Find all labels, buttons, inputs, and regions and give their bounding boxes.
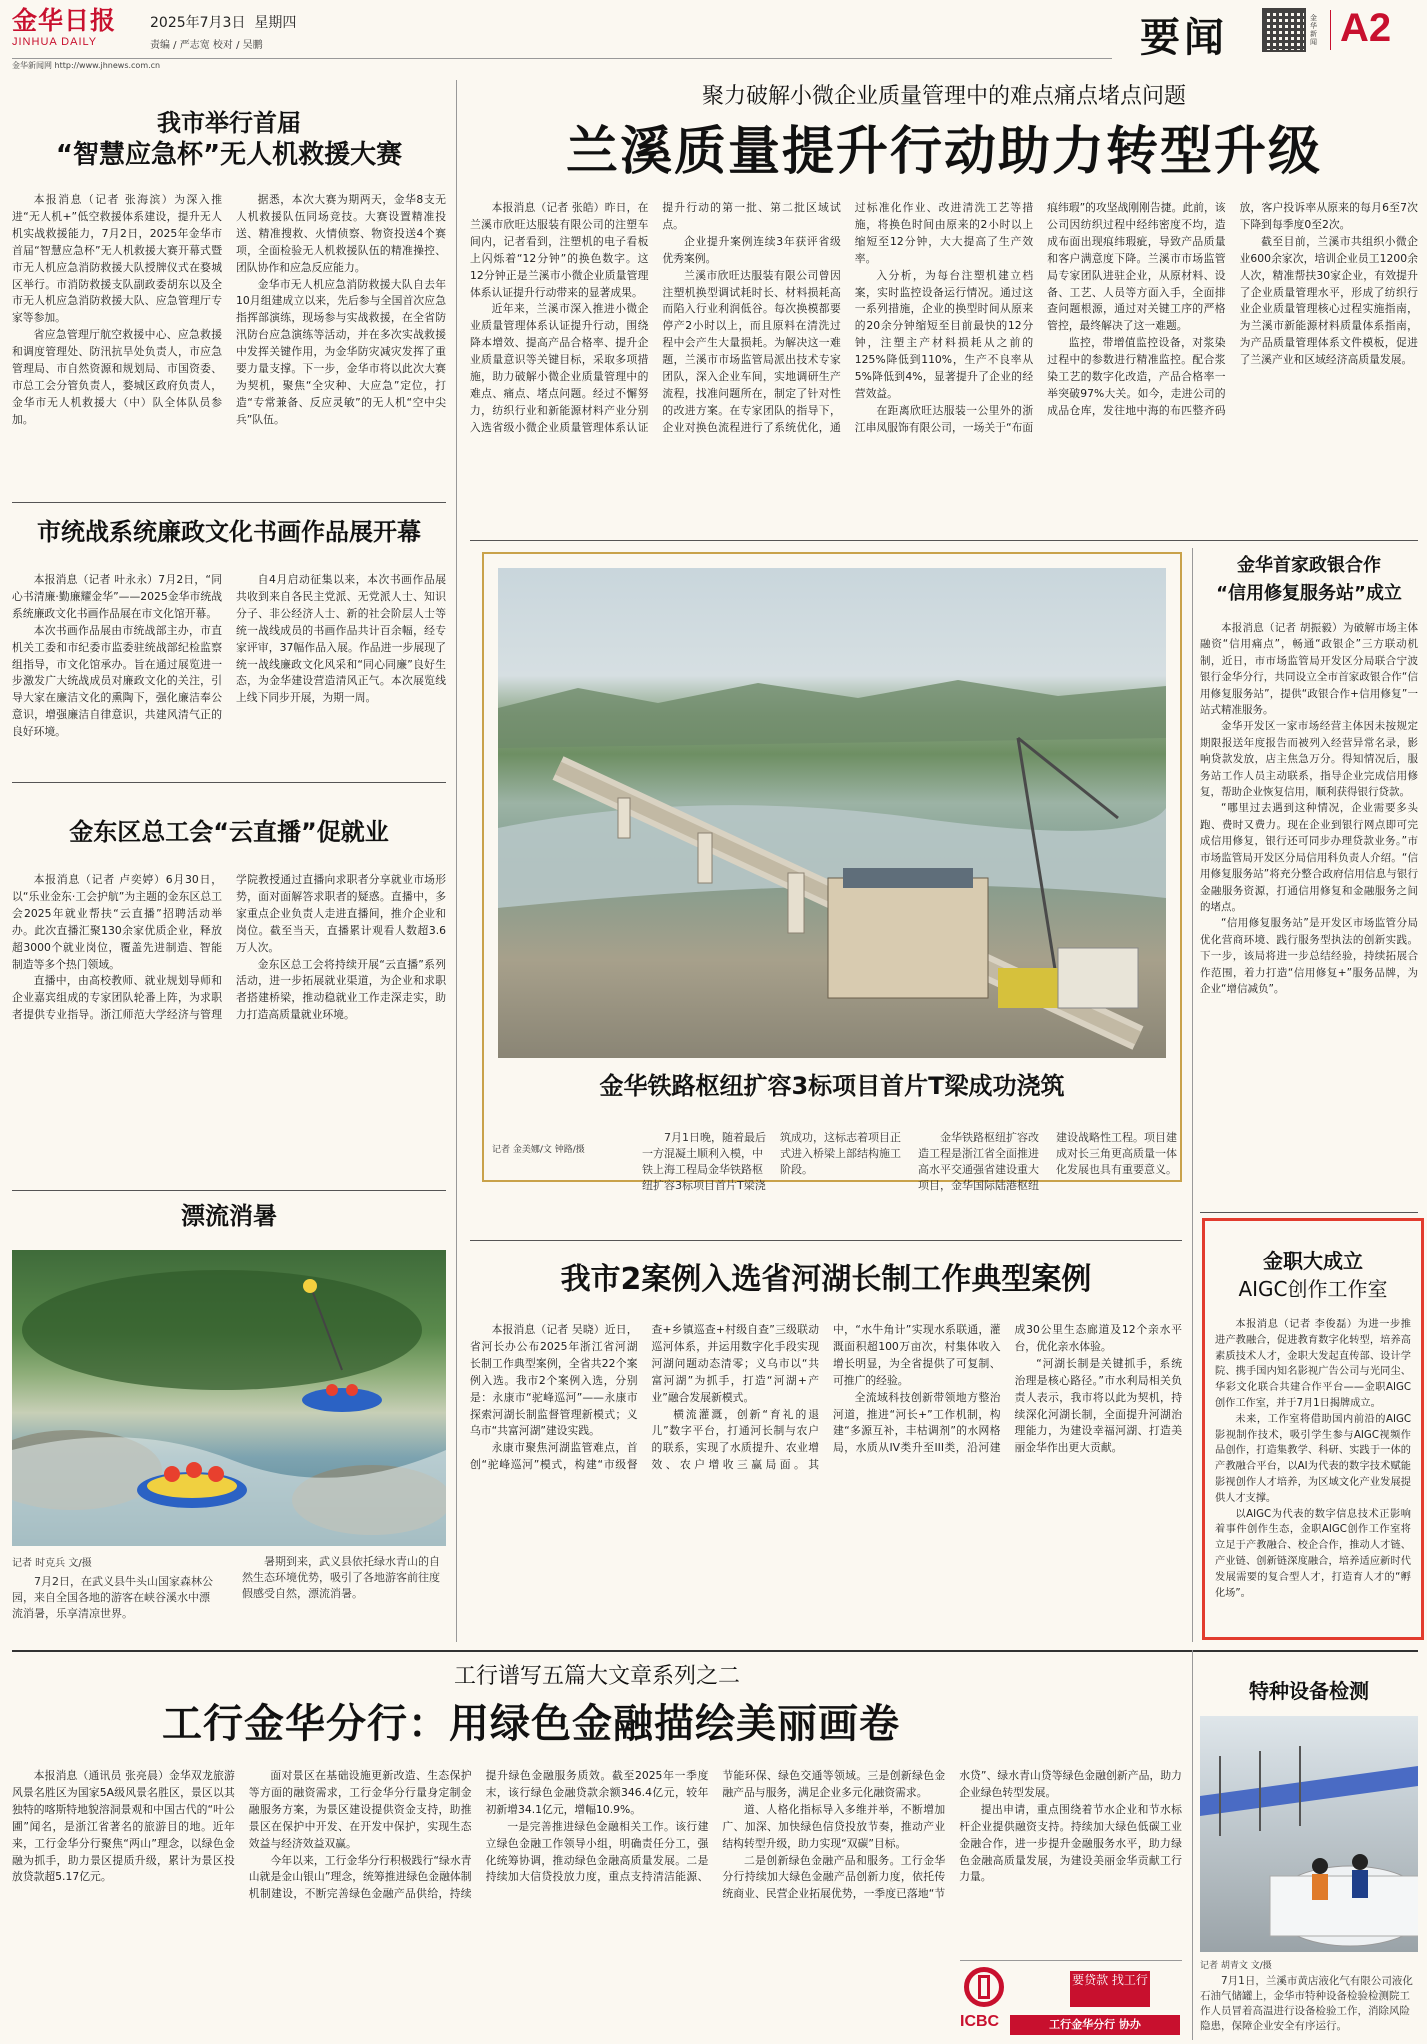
paragraph: 本报消息（记者 张海滨）为深入推进“无人机+”低空救援体系建设，提升无人机实战救援能力，7月2日，2025年金华市首届“智慧应急杯”无人机救援大赛开幕式暨市无人机应急消防救援大队授牌仪式在婺城区举行。市消防救援支队副政委胡东以及全市无人机应急消防救援大队、应急管理厅专家等参加。 bbox=[12, 193, 222, 325]
special-equipment-credit: 记者 胡青文 文/摄 bbox=[1200, 1961, 1272, 1971]
union-title: 金东区总工会“云直播”促就业 bbox=[69, 818, 389, 846]
rafting-title: 漂流消暑 bbox=[181, 1202, 277, 1230]
paragraph: 直播中，由高校教师、就业规划导师和企业嘉宾组成的专家团队轮番上阵，为求职者提供专业指导。浙江师范大学经济与管理学院教授通过直播向求职者分享就业市场形势，面对面解答求职者的疑惑。直播中，多家重点企业负责人走进直播间，推介企业和岗位。截至当天，直播累计观看人数超3.6万人次。 bbox=[12, 873, 446, 1022]
railway-feature bbox=[482, 552, 1182, 1182]
rafting-illustration bbox=[12, 1250, 446, 1546]
paragraph: 今年以来，工行金华分行积极践行“绿水青山就是金山银山”理念，统筹推进绿色金融体制机制建设，不断完善绿色金融产品供给，持续提升绿色金融服务质效。截至2025年一季度末，该行绿色金融贷款余额346.4亿元，较年初新增34.1亿元，增幅10.9%。 bbox=[248, 1769, 709, 1901]
credit-repair-title-line2: “信用修复服务站”成立 bbox=[1216, 583, 1402, 604]
paragraph: 金东区总工会将持续开展“云直播”系列活动，进一步拓展就业渠道，为企业和求职者搭建桥梁，推动稳就业工作走深走实，助力打造高质量就业环境。 bbox=[236, 957, 446, 1022]
lead-body bbox=[470, 200, 1418, 532]
staff-line: 责编 / 严志宽 校对 / 吴鹏 bbox=[150, 40, 263, 51]
paragraph: “哪里过去遇到这种情况，企业需要多头跑、费时又费力。现在企业到银行网点即可完成信用修复，银行还可同步办理贷款业务。”市市场监管局开发区分局信用科负责人介绍。“信用修复服务站”将充分整合政府信用信息与银行金融服务资源，打通信用修复和金融服务之间的堵点。 bbox=[1200, 802, 1418, 913]
paragraph: 7月1日晚，随着最后一方混凝土顺利入模，中铁上海工程局金华铁路枢纽扩容3标项目首片T梁浇筑成功，这标志着项目正式进入桥梁上部结构施工阶段。 bbox=[642, 1131, 901, 1192]
rafting-credit: 记者 时克兵 文/摄 bbox=[12, 1558, 92, 1569]
qr-label: 金华新闻 bbox=[1310, 14, 1317, 46]
paragraph: 金华开发区一家市场经营主体因未按规定期限报送年度报告而被列入经营异常名录，影响贷款发放，店主焦急万分。得知情况后，服务站工作人员主动联系，指导企业完成信用修复，帮助企业恢复信用，顺利获得银行贷款。 bbox=[1200, 720, 1418, 799]
icbc-title: 工行金华分行：用绿色金融描绘美丽画卷 bbox=[162, 1701, 900, 1747]
rafting-feature bbox=[12, 1198, 446, 1638]
united-front-title: 市统战系统廉政文化书画作品展开幕 bbox=[37, 518, 421, 546]
rafting-caption-right: 暑期到来，武义县依托绿水青山的自然生态环境优势，吸引了各地游客前往度假感受自然，漂流消暑。 bbox=[242, 1555, 440, 1600]
railway-photo bbox=[498, 568, 1166, 1058]
special-equipment-feature bbox=[1200, 1660, 1418, 2040]
icbc-logo-text: ICBC bbox=[960, 2013, 1000, 2030]
union-body bbox=[12, 872, 446, 1172]
paragraph: 横流灌溉，创新“育礼的退儿”数字平台，打通河长制与农户的联系，实现了水质提升、农业增效、农户增收三赢局面。其中，“水牛角计”实现水系联通，灌溉面积超100万亩次，村集体收入增长明显，为全省提供了可复制、可推广的经验。 bbox=[651, 1323, 1001, 1472]
railway-illustration bbox=[498, 568, 1166, 1058]
weekday: 星期四 bbox=[254, 15, 297, 31]
paragraph: “信用修复服务站”是开发区市场监管分局优化营商环境、践行服务型执法的创新实践。下一步，该局将进一步总结经验，持续拓展合作范围，着力打造“信用修复+”服务品牌，为企业“增信减负”。 bbox=[1200, 917, 1418, 995]
paragraph: 面对景区在基础设施更新改造、生态保护等方面的融资需求，工行金华分行量身定制金融服务方案，为景区建设提供资金支持，助推景区在保护中开发、在开发中保护，实现生态效益与经济效益双赢。 bbox=[248, 1769, 472, 1850]
drone-body bbox=[12, 192, 446, 492]
special-equipment-title: 特种设备检测 bbox=[1249, 1679, 1369, 1703]
lead-article bbox=[470, 80, 1418, 540]
drone-title-line2: “智慧应急杯”无人机救援大赛 bbox=[55, 140, 403, 170]
icbc-kicker: 工行谱写五篇大文章系列之二 bbox=[453, 1664, 740, 1689]
tank-illustration bbox=[1200, 1716, 1418, 1952]
paragraph: 以AIGC为代表的数字信息技术正影响着事件创作生态，金职AIGC创作工作室将立足于产教融合、校企合作，推动人才链、产业链、创新链深度融合，培养适应新时代发展需要的复合型人才，打造育人才的“孵化场”。 bbox=[1215, 1508, 1411, 1599]
paragraph: 金华铁路枢纽扩容改造工程是浙江省全面推进高水平交通强省建设重大项目，金华国际陆港枢纽建设战略性工程。项目建成对长三角更高质量一体化发展也具有重要意义。 bbox=[918, 1131, 1177, 1192]
united-front-body bbox=[12, 572, 446, 772]
paragraph: 本次书画作品展由市统战部主办，市直机关工委和市纪委市监委驻统战部纪检监察组指导，市文化馆承办。旨在通过展览进一步激发广大统战成员对廉政文化的关注，引导大家在廉洁文化的熏陶下，强化廉洁奉公意识，增强廉洁自律意识，共建风清气正的良好环境。 bbox=[12, 623, 222, 739]
aigc-title-line1: 金职大成立 bbox=[1263, 1249, 1363, 1273]
logo-english: JINHUA DAILY bbox=[12, 36, 98, 48]
special-equipment-caption: 7月1日，兰溪市黄店液化气有限公司液化石油气储罐上，金华市特种设备检验检测院工作人员冒着高温进行设备检验工作，消除风险隐患，保障企业安全有序运行。 bbox=[1200, 1975, 1413, 2032]
rivers-article bbox=[470, 1256, 1182, 1642]
lead-title: 兰溪质量提升行动助力转型升级 bbox=[565, 122, 1322, 182]
paragraph: 截至目前，兰溪市共组织小微企业600余家次，培训企业员工1200余人次，精准帮扶30家企业，有效提升了企业质量管理水平，形成了纺织行业企业质量管理核心过程实施指南，为兰溪市新能源材料质量体系指南，为产品质量管理体系文件模板，促进了兰溪产业和区域经济高质量发展。 bbox=[1239, 234, 1418, 367]
paragraph: 监控，带增值监控设备，对浆染过程中的参数进行精准监控。配合浆染工艺的数字化改造，产品合格率一举突破97%大关。如今，走进公司的成品仓库，发往地中海的布匹整齐码放，客户投诉率从原来的每月6至7次下降到每季度0至2次。 bbox=[1047, 201, 1418, 417]
page-number: A2 bbox=[1340, 6, 1392, 50]
icbc-ad-label: 工行金华分行 协办 bbox=[1010, 2015, 1180, 2035]
paragraph: 兰溪市欣旺达服装有限公司曾因注塑机换型调试耗时长、材料损耗高而陷入行业利润低谷。每次换模都要停产2小时以上，而且原料在清洗过程中会产生大量损耗。为解决这一难题，兰溪市市场监管局派出技术专家团队，深入企业车间，实地调研生产流程，找准问题所在，制定了针对性的改进方案。在专家团队的指导下，企业对换色流程进行了系统优化，通过标准化作业、改进清洗工艺等措施，将换色时间由原来的2小时以上缩短至12分钟，大大提高了生产效率。 bbox=[662, 201, 1034, 434]
aigc-article[interactable] bbox=[1202, 1218, 1424, 1640]
paragraph: 入分析，为每台注塑机建立档案，实时监控设备运行情况。通过这一系列措施，企业的换型时间从原来的20余分钟缩短至目前最快的12分钟，注塑主产材料损耗从之前的125%降低到110%，生产不良率从5%降低到4%，显著提升了企业的经营效益。 bbox=[854, 268, 1034, 400]
date: 2025年7月3日 bbox=[150, 15, 246, 31]
paragraph: “河湖长制是关键抓手，系统治理是核心路径。”市水利局相关负责人表示，我市将以此为契机，持续深化河湖长制，全面提升河湖治理能力，为建设幸福河湖、打造美丽金华作出更大贡献。 bbox=[1014, 1356, 1182, 1455]
railway-caption bbox=[482, 1130, 1182, 1208]
section-title: 要闻 bbox=[1140, 15, 1228, 61]
paragraph: 自4月启动征集以来，本次书画作品展共收到来自各民主党派、无党派人士、知识分子、非公经济人士、新的社会阶层人士等统一战线成员的书画作品共计百余幅，经专家评审，37幅作品入展。作品进一步展现了统一战线廉政文化风采和“同心同廉”良好生态，为金华建设营造清风正气。本次展览线上线下同步开展，为期一周。 bbox=[236, 573, 446, 705]
credit-repair-body bbox=[1200, 620, 1418, 1204]
aigc-title-line2: AIGC创作工作室 bbox=[1238, 1277, 1388, 1301]
aigc-body bbox=[1215, 1317, 1411, 1627]
paragraph: 在距离欣旺达服装一公里外的浙江串凤服饰有限公司，一场关于“布面痕纬瑕”的攻坚战刚刚告捷。此前，该公司因纺织过程中经纬密度不均，造成布面出现痕纬瑕疵，导致产品质量和客户满意度下降。兰溪市市场监管局专家团队进驻企业，从原材料、设备、工艺、人员等方面入手，全面排查问题根源，通过对关键工序的严格管控，最终解决了这一难题。 bbox=[854, 201, 1226, 434]
paragraph: 道、人格化指标导入多维并举，不断增加广、加深、加快绿色信贷投放节奏，推动产业结构转型升级，助力实现“双碳”目标。 bbox=[722, 1802, 946, 1850]
paragraph: 未来，工作室将借助国内前沿的AIGC影视制作技术，吸引学生参与AIGC视频作品创作，打造集教学、科研、实践于一体的产教融合平台，以AI为代表的数字技术赋能影视创作人才培养，为区域文化产业发展提供人才支撑。 bbox=[1215, 1413, 1411, 1504]
paragraph: 本报消息（通讯员 张亮晨）金华双龙旅游风景名胜区为国家5A级风景名胜区，景区以其独特的喀斯特地貌溶洞景观和中国古代的“叶公圃”闻名，是浙江省著名的旅游目的地。近年来，工行金华分行聚焦“两山”理念，以绿色金融为抓手，助力景区提质升级，累计为景区投放贷款超5.17亿元。 bbox=[12, 1769, 235, 1884]
drone-article bbox=[12, 80, 446, 500]
railway-title: 金华铁路枢纽扩容3标项目首片T梁成功浇筑 bbox=[599, 1072, 1065, 1100]
logo-text: 金华日报 bbox=[12, 6, 117, 35]
icbc-ad[interactable] bbox=[960, 1960, 1182, 2038]
website-bar: 金华新闻网 http://www.jhnews.com.cn bbox=[12, 58, 1112, 72]
lead-kicker: 聚力破解小微企业质量管理中的难点痛点堵点问题 bbox=[701, 84, 1186, 109]
paragraph: 本报消息（记者 胡振毅）为破解市场主体融资“信用痛点”，畅通“政银企”三方联动机制，近日，市市场监管局开发区分局联合宁波银行金华分行，共同设立全市首家政银合作“信用修复服务站”，提供“政银合作+信用修复”一站式精准服务。 bbox=[1200, 622, 1418, 717]
union-article bbox=[12, 790, 446, 1190]
paragraph: 本报消息（记者 吴晓）近日，省河长办公布2025年浙江省河湖长制工作典型案例，全省共22个案例入选。我市2个案例入选，分别是：永康市“驼峰巡河”——永康市探索河湖长制监督管理新模式；义乌市“共富河湖”建设实践。 bbox=[470, 1323, 638, 1438]
paragraph: 永康市聚焦河湖监管难点，首创“驼峰巡河”模式，构建“市级督查+乡镇巡查+村级自查”三级联动巡河体系，并运用数字化手段实现河湖问题动态清零；义乌市以“共富河湖”为抓手，打造“河湖+产业”融合发展新模式。 bbox=[470, 1323, 819, 1472]
paragraph: 全流域科技创新带领地方整治河道，推进“河长+”工作机制，构建“多源互补，丰枯调剂”的水网格局，水质从IV类升至III类，沿河建成30公里生态廊道及12个亲水平台，优化亲水体验。 bbox=[833, 1323, 1182, 1455]
paragraph: 二是创新绿色金融产品和服务。工行金华分行持续加大绿色金融产品创新力度，依托传统商业、民营企业拓展优势，一季度已落地“节水贷”、绿水青山贷等绿色金融创新产品，助力企业绿色转型发展。 bbox=[722, 1769, 1182, 1901]
paragraph: 本报消息（记者 叶永永）7月2日，“同心书清廉·勤廉耀金华”——2025金华市统战系统廉政文化书画作品展在市文化馆开幕。 bbox=[12, 573, 222, 620]
paragraph: 提出申请，重点围绕着节水企业和节水标杆企业提供融资支持。持续加大绿色低碳工业金融合作，进一步提升金融服务水平，助力绿色金融高质量发展，为建设美丽金华贡献工行力量。 bbox=[959, 1802, 1182, 1884]
icbc-ad-tag: 要贷款 找工行 bbox=[1070, 1971, 1150, 2007]
paragraph: 本报消息（记者 李俊磊）为进一步推进产教融合，促进教育数字化转型，培养高素质技术人才，金职大发起直传部、设计学院、携手国内知名影视广告公司与光同尘、华彩文化联合共建合作平台——金职AIGC创作工作室，并于7月1日揭牌成立。 bbox=[1215, 1319, 1411, 1409]
issue-date bbox=[150, 12, 296, 32]
paragraph: 企业提升案例连续3年获评省级优秀案例。 bbox=[662, 234, 841, 265]
drone-title-line1: 我市举行首届 bbox=[157, 109, 301, 137]
credit-repair-article bbox=[1200, 552, 1418, 1208]
united-front-article bbox=[12, 510, 446, 780]
rivers-title: 我市2案例入选省河湖长制工作典型案例 bbox=[560, 1262, 1092, 1297]
credit-repair-title-line1: 金华首家政银合作 bbox=[1237, 555, 1381, 576]
paragraph: 一是完善推进绿色金融相关工作。该行建立绿色金融工作领导小组，明确责任分工，强化统筹协调，推动绿色金融高质量发展。二是持续加大信贷投放力度，重点支持清洁能源、节能环保、绿色交通等领域。三是创新绿色金融产品与服务，满足企业多元化融资需求。 bbox=[485, 1769, 946, 1884]
rafting-photo bbox=[12, 1250, 446, 1546]
logo bbox=[12, 6, 137, 56]
qr-code[interactable] bbox=[1262, 8, 1306, 52]
rivers-body bbox=[470, 1322, 1182, 1622]
railway-credit: 记者 金美娜/文 钟路/摄 bbox=[492, 1145, 585, 1155]
paragraph: 近年来，兰溪市深入推进小微企业质量管理体系认证提升行动，围绕降本增效、提高产品合格率、提升企业质量意识等关键目标，采取多项措施，助力破解小微企业质量管理中的难点、痛点、堵点问题。经过不懈努力，纺织行业和新能源材料产业分别入选省级小微企业质量管理体系认证提升行动的第一批、第二批区域试点。 bbox=[470, 201, 841, 434]
paragraph: 本报消息（记者 卢奕婷）6月30日，以“乐业金东·工会护航”为主题的金东区总工会2025年就业帮扶“云直播”招聘活动举办。此次直播汇聚130余家优质企业，释放超3000个就业岗位，覆盖先进制造、智能制造等多个热门领域。 bbox=[12, 873, 222, 971]
special-equipment-photo bbox=[1200, 1716, 1418, 1952]
paragraph: 金华市无人机应急消防救援大队自去年10月组建成立以来，先后参与全国首次应急指挥部演练，现场参与实战救援，在全省防汛防台应急演练等活动，并在多次实战救援中发挥关键作用，为金华防灾减灾发挥了重要力量支撑。下一步，金华市将以此次大赛为契机，聚焦“全灾种、大应急”定位，打造“专常兼备、反应灵敏”的无人机“空中尖兵”队伍。 bbox=[236, 277, 446, 426]
paragraph: 省应急管理厅航空救援中心、应急救援和调度管理处、防汛抗旱处负责人，市应急管理局、市自然资源和规划局、市国资委、市总工会分管负责人，婺城区政府负责人，金华市无人机救援大（中）队全体队员参加。 bbox=[12, 328, 222, 426]
rafting-caption-left: 7月2日，在武义县牛头山国家森林公园，来自全国各地的游客在峡谷溪水中漂流消暑，乐享清凉世界。 bbox=[12, 1575, 213, 1620]
paragraph: 据悉，本次大赛为期两天，金华8支无人机救援队伍同场竞技。大赛设置精准投送、精准搜救、火情侦察、物资投送4个赛项，全面检验无人机救援队伍的精准操控、团队协作和应急反应能力。 bbox=[236, 193, 446, 274]
paragraph: 本报消息（记者 张皓）昨日，在兰溪市欣旺达服装有限公司的注塑车间内，记者看到，注塑机的电子看板上闪烁着“12分钟”的换色数字。这12分钟正是兰溪市小微企业质量管理体系认证提升行动带来的显著成果。 bbox=[470, 201, 649, 299]
masthead bbox=[0, 0, 1427, 68]
